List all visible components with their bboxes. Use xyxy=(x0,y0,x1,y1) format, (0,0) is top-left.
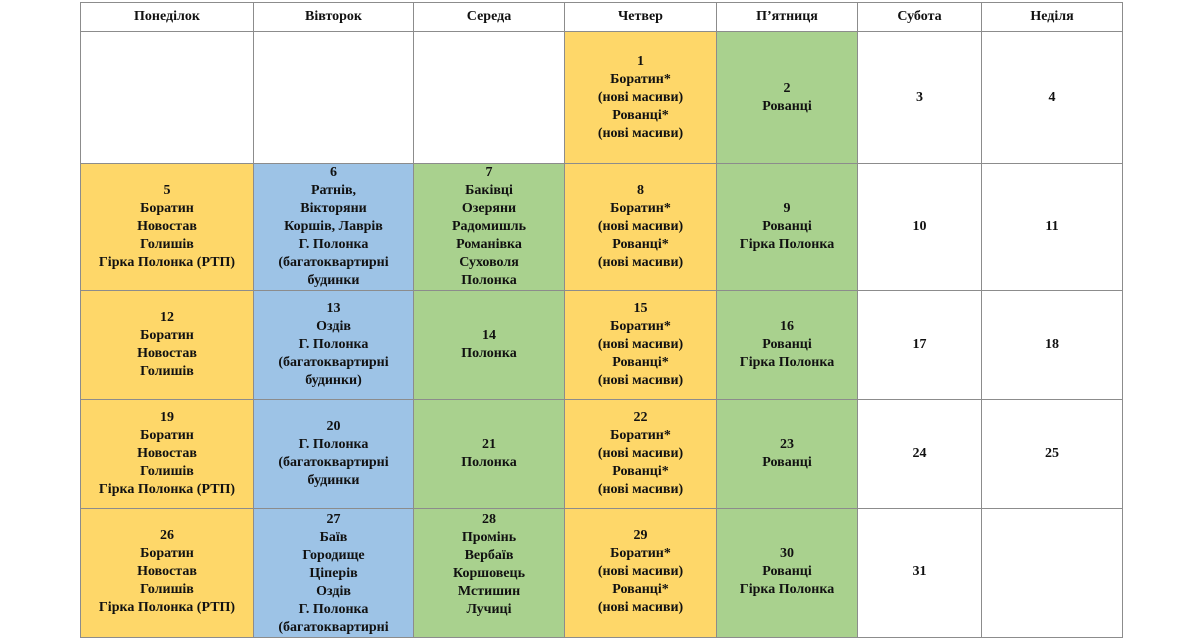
day-number: 19 xyxy=(160,410,174,425)
village-name: Новостав xyxy=(137,346,197,361)
village-name: Полонка xyxy=(461,273,517,288)
day-cell-tue xyxy=(254,509,414,638)
schedule-calendar xyxy=(80,2,1123,638)
day-cell-tue xyxy=(254,32,414,164)
village-name: Романівка xyxy=(456,237,522,252)
village-name: Рованці* xyxy=(612,107,669,123)
day-number: 2 xyxy=(783,80,791,96)
village-name: Суховоля xyxy=(459,255,519,270)
village-name: Баїв xyxy=(319,530,348,545)
village-name: Рованці xyxy=(762,564,812,579)
village-name: (нові масиви) xyxy=(597,255,684,270)
day-number: 12 xyxy=(160,310,174,325)
village-name: Ратнів, xyxy=(310,183,357,198)
day-number: 27 xyxy=(326,512,341,527)
day-number: 25 xyxy=(1045,446,1059,461)
village-name: (нові масиви) xyxy=(597,600,684,615)
village-name: Новостав xyxy=(137,219,197,234)
week-row xyxy=(81,164,1123,291)
village-name: (нові масиви) xyxy=(597,482,684,497)
day-number: 1 xyxy=(637,53,644,69)
village-name: Полонка xyxy=(461,455,517,470)
day-number: 22 xyxy=(633,410,648,425)
day-cell-tue xyxy=(254,291,414,400)
day-cell-sat xyxy=(858,509,982,638)
village-name: Боратин xyxy=(140,328,194,343)
day-number: 7 xyxy=(485,165,493,180)
village-name: Боратин* xyxy=(610,546,671,561)
village-name: Ціперів xyxy=(309,566,358,581)
day-number: 29 xyxy=(633,528,648,543)
day-number: 24 xyxy=(912,446,927,461)
day-number: 30 xyxy=(780,546,794,561)
day-cell-wed xyxy=(414,291,565,400)
day-number: 23 xyxy=(780,437,794,452)
village-name: Баківці xyxy=(465,183,513,198)
day-cell-sat xyxy=(858,32,982,164)
day-number: 21 xyxy=(482,437,496,452)
day-cell-fri xyxy=(717,164,858,291)
village-name: (нові масиви) xyxy=(597,125,684,141)
village-name: Рованці* xyxy=(612,237,669,252)
day-cell-fri xyxy=(717,400,858,509)
day-cell-wed xyxy=(414,32,565,164)
village-name: Лучиці xyxy=(466,602,512,617)
day-cell-fri xyxy=(717,509,858,638)
day-number: 5 xyxy=(163,183,171,198)
day-number: 14 xyxy=(482,328,496,343)
header-saturday: Субота xyxy=(858,3,982,32)
village-name: (багатоквартирні xyxy=(278,255,389,270)
day-cell-thu xyxy=(565,291,717,400)
village-name: Рованці* xyxy=(612,464,669,479)
day-number: 6 xyxy=(330,165,337,180)
village-name: Голишів xyxy=(140,237,194,252)
day-cell-mon xyxy=(81,291,254,400)
week-row xyxy=(81,32,1123,164)
village-name: Гірка Полонка xyxy=(739,237,835,252)
day-number: 17 xyxy=(912,337,927,352)
village-name: будинки) xyxy=(305,373,362,388)
day-cell-sun xyxy=(982,32,1123,164)
village-name: Боратин xyxy=(140,428,194,443)
day-cell-sat xyxy=(858,164,982,291)
day-cell-thu xyxy=(565,32,717,164)
day-number: 16 xyxy=(780,319,794,334)
day-number: 11 xyxy=(1045,219,1059,234)
village-name: Боратин* xyxy=(610,201,671,216)
day-cell-wed xyxy=(414,509,565,638)
village-name: Мстишин xyxy=(457,584,521,599)
village-name: Гірка Полонка xyxy=(739,582,835,597)
village-name: Рованці* xyxy=(612,582,669,597)
village-name: Г. Полонка xyxy=(298,437,369,452)
village-name: будинки xyxy=(307,273,360,288)
header-monday: Понеділок xyxy=(81,3,254,32)
village-name: Вікторяни xyxy=(300,201,367,216)
village-name: Гірка Полонка xyxy=(739,355,835,370)
village-name: Голишів xyxy=(140,582,194,597)
village-name: Городище xyxy=(302,548,365,563)
day-cell-fri xyxy=(717,32,858,164)
village-name: Боратин* xyxy=(610,319,671,334)
week-row xyxy=(81,509,1123,638)
village-name: Г. Полонка xyxy=(298,237,369,252)
village-name: (багатоквартирні xyxy=(278,620,389,635)
village-name: Боратин xyxy=(140,201,194,216)
day-number: 26 xyxy=(160,528,174,543)
village-name: (нові масиви) xyxy=(597,337,684,352)
day-cell-thu xyxy=(565,509,717,638)
day-cell-sun xyxy=(982,400,1123,509)
village-name: Радомишль xyxy=(451,219,527,234)
village-name: Голишів xyxy=(140,364,194,379)
day-number: 3 xyxy=(916,89,923,105)
village-name: Рованці xyxy=(762,98,812,114)
header-friday: П’ятниця xyxy=(717,3,858,32)
village-name: Гірка Полонка (РТП) xyxy=(98,255,236,270)
village-name: Г. Полонка xyxy=(298,337,369,352)
day-cell-fri xyxy=(717,291,858,400)
day-number: 10 xyxy=(912,219,927,234)
village-name: Коршовець xyxy=(453,566,525,581)
village-name: Озеряни xyxy=(461,201,517,216)
village-name: Боратин* xyxy=(610,428,671,443)
village-name: Коршів, Лаврів xyxy=(284,219,383,234)
week-row xyxy=(81,291,1123,400)
village-name: (багатоквартирні xyxy=(278,455,389,470)
village-name: (нові масиви) xyxy=(597,89,684,105)
day-cell-mon xyxy=(81,509,254,638)
day-number: 8 xyxy=(637,183,644,198)
day-number: 28 xyxy=(482,512,496,527)
village-name: Гірка Полонка (РТП) xyxy=(98,482,236,497)
village-name: Боратин xyxy=(140,546,194,561)
village-name: (нові масиви) xyxy=(597,219,684,234)
day-cell-sun xyxy=(982,291,1123,400)
day-cell-sat xyxy=(858,400,982,509)
week-row xyxy=(81,400,1123,509)
day-number: 20 xyxy=(326,419,341,434)
day-cell-thu xyxy=(565,400,717,509)
day-cell-tue xyxy=(254,400,414,509)
village-name: Вербаїв xyxy=(464,548,514,563)
day-cell-wed xyxy=(414,400,565,509)
village-name: (нові масиви) xyxy=(597,564,684,579)
village-name: Оздів xyxy=(316,584,351,599)
day-number: 18 xyxy=(1045,337,1059,352)
day-cell-mon xyxy=(81,164,254,291)
day-cell-thu xyxy=(565,164,717,291)
day-cell-mon xyxy=(81,32,254,164)
village-name: Полонка xyxy=(461,346,517,361)
village-name: (багатоквартирні xyxy=(278,355,389,370)
day-cell-tue xyxy=(254,164,414,291)
weekday-header-row xyxy=(81,3,1123,32)
village-name: Боратин* xyxy=(610,71,671,87)
header-tuesday: Вівторок xyxy=(254,3,414,32)
day-cell-mon xyxy=(81,400,254,509)
village-name: Новостав xyxy=(137,446,197,461)
day-number: 13 xyxy=(326,301,341,316)
day-cell-sun xyxy=(982,164,1123,291)
village-name: Рованці xyxy=(762,455,812,470)
village-name: будинки xyxy=(307,473,360,488)
village-name: Рованці* xyxy=(612,355,669,370)
day-number: 15 xyxy=(633,301,648,316)
village-name: Г. Полонка xyxy=(298,602,369,617)
village-name: Промінь xyxy=(461,530,517,545)
day-cell-sun xyxy=(982,509,1123,638)
header-sunday: Неділя xyxy=(982,3,1123,32)
day-number: 9 xyxy=(783,201,791,216)
village-name: Рованці xyxy=(762,219,812,234)
day-number: 31 xyxy=(912,564,927,579)
header-wednesday: Середа xyxy=(414,3,565,32)
day-cell-wed xyxy=(414,164,565,291)
village-name: Рованці xyxy=(762,337,812,352)
village-name: (нові масиви) xyxy=(597,373,684,388)
village-name: (нові масиви) xyxy=(597,446,684,461)
village-name: Новостав xyxy=(137,564,197,579)
village-name: Гірка Полонка (РТП) xyxy=(98,600,236,615)
day-cell-sat xyxy=(858,291,982,400)
village-name: Оздів xyxy=(316,319,351,334)
day-number: 4 xyxy=(1048,89,1056,105)
header-thursday: Четвер xyxy=(565,3,717,32)
village-name: Голишів xyxy=(140,464,194,479)
